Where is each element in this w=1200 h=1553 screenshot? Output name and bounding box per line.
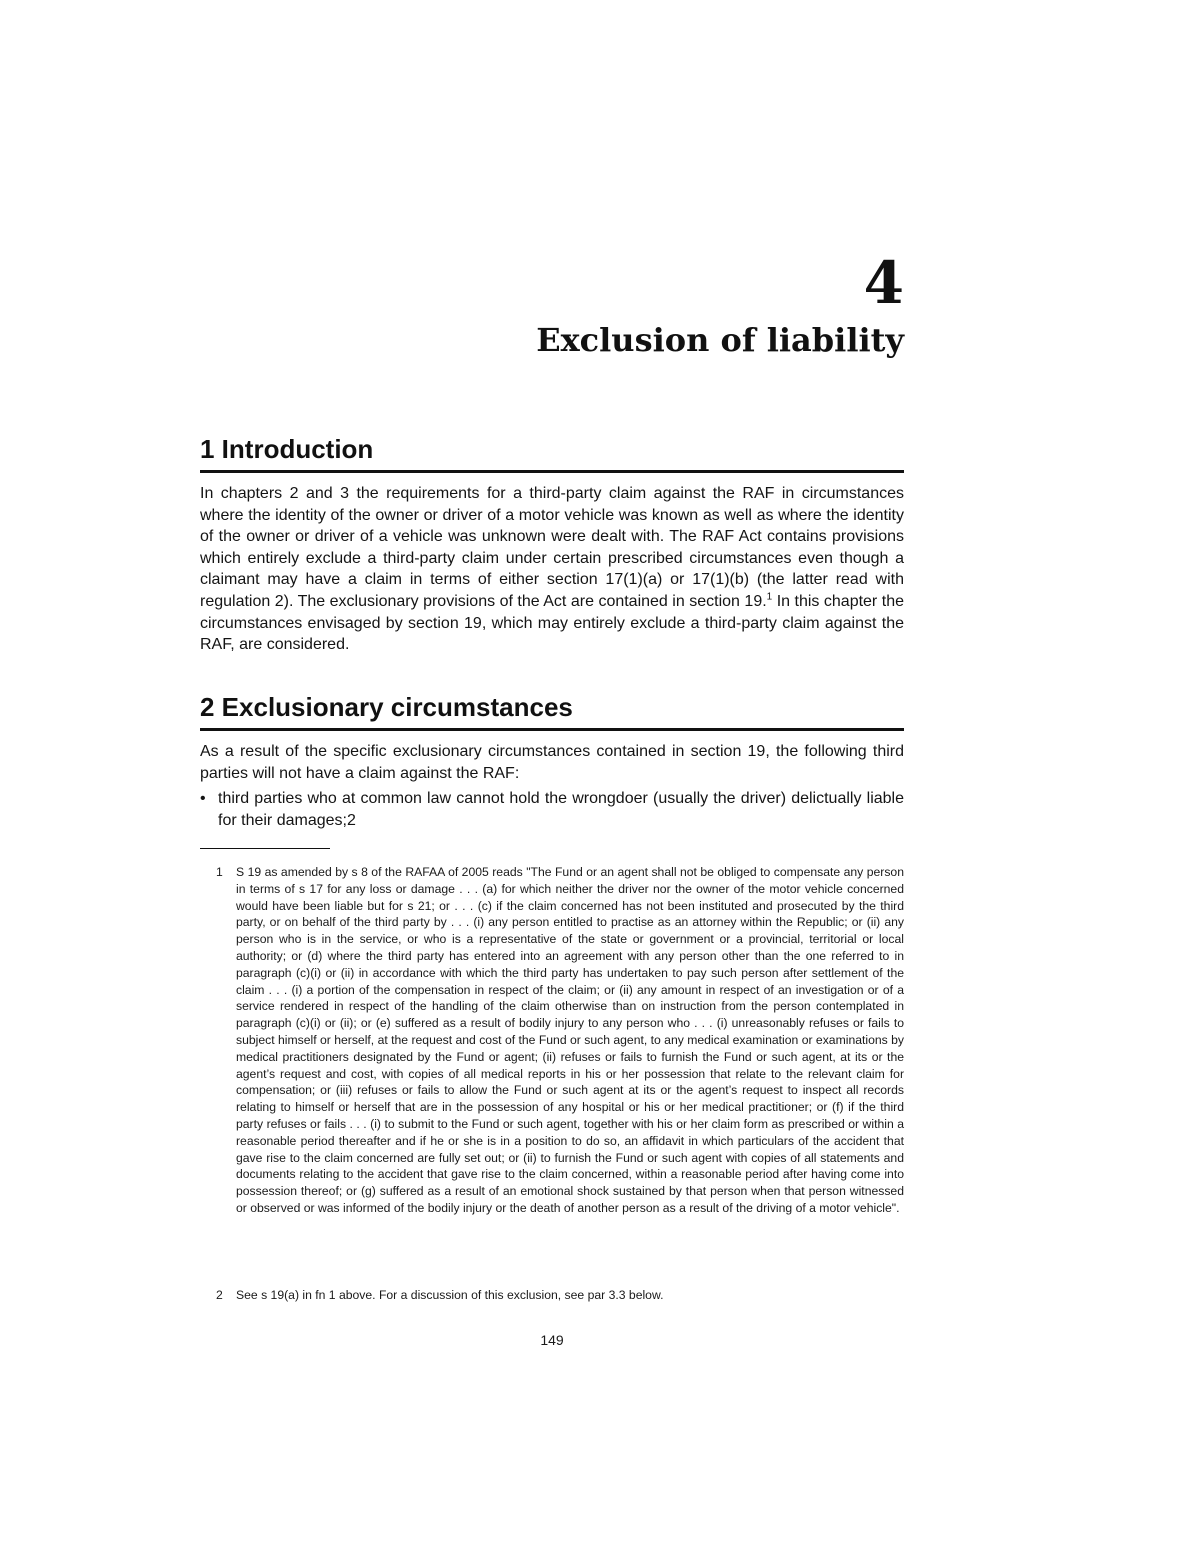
footnote-divider bbox=[200, 848, 330, 849]
page-number: 149 bbox=[540, 1332, 564, 1348]
document-page bbox=[200, 0, 904, 1553]
introduction-text: In chapters 2 and 3 the requirements for a third-party claim against the RAF in circumstances where the identity of the owner or driver of a motor vehicle was known as well as where the identity of the owner or driver of a vehicle was unknown were dealt with. The RAF Act contains provisions which entirely exclude a third-party claim under certain prescribed circumstances even though a claimant may have a claim in terms of either section 17(1)(a) or 17(1)(b) (the latter read with regulation 2). The exclusionary provisions of the Act are contained in section 19. bbox=[200, 485, 904, 610]
bullet-text bbox=[218, 788, 904, 831]
footnote-number: 2 bbox=[216, 1288, 223, 1302]
footnote-text: S 19 as amended by s 8 of the RAFAA of 2005 reads "The Fund or an agent shall not be obliged to compensate any person in terms of s 17 for any loss or damage . . . (a) for which neither the driver nor the owner of the motor vehicle concerned would have been liable but for s 21; or . . . (c) if the claim concerned has not been instituted and prosecuted by the third party, or on behalf of the third party by . . . (i) any person entitled to practise as an attorney within the Republic; or (ii) any person who is in the service, or who is a representative of the state or government or a provincial, territorial or local authority; or (d) where the third party has entered into an agreement with any person other than the one referred to in paragraph (c)(i) or (ii) in accordance with which the third party has undertaken to pay such person after settlement of the claim . . . (i) a portion of the compensation in respect of the claim; or (ii) any amount in respect of an investigation or of a service rendered in respect of the handling of the claim otherwise than on instruction from the person contemplated in paragraph (c)(i) or (ii); or (e) suffered as a result of bodily injury to any person who . . . (i) unreasonably refuses or fails to subject himself or herself, at the request and cost of the Fund or such agent, to any medical examination or examinations by medical practitioners designated by the Fund or agent; (ii) refuses or fails to furnish the Fund or such agent, at its or the agent’s request and cost, with copies of all medical reports in his or her possession that relate to the relevant claim for compensation; or (iii) refuses or fails to allow the Fund or such agent at its or the agent’s request to inspect all records relating to himself or herself that are in the possession of any hospital or his or her medical practitioner; or (f) if the third party refuses or fails . . . (i) to submit to the Fund or such agent, together with his or her claim form as prescribed or within a reasonable period thereafter and if he or she is in a position to do so, an affidavit in which particulars of the accident that gave rise to the claim concerned are fully set out; or (ii) to furnish the Fund or such agent with copies of all statements and documents relating to the accident that gave rise to the claim concerned, within a reasonable period after having come into possession thereof; or (g) suffered as a result of an emotional shock sustained by that person when that person witnessed or observed or was informed of the bodily injury or the death of another person as a result of the driving of a motor vehicle". bbox=[236, 865, 904, 1215]
exclusionary-paragraph: As a result of the specific exclusionary circumstances contained in section 19, the following third parties will not have a claim against the RAF: bbox=[200, 743, 904, 782]
footnote-text: See s 19(a) in fn 1 above. For a discussion of this exclusion, see par 3.3 below. bbox=[236, 1288, 664, 1302]
chapter-number: 4 bbox=[863, 249, 904, 317]
bullet-text-content: third parties who at common law cannot hold the wrongdoer (usually the driver) delictually liable for their damages; bbox=[218, 790, 904, 829]
footnote-ref-2[interactable]: 2 bbox=[346, 811, 356, 829]
footnote-number: 1 bbox=[216, 865, 223, 879]
section-heading-introduction: 1 Introduction bbox=[200, 432, 904, 473]
introduction-paragraph bbox=[200, 483, 904, 656]
section-heading-exclusionary-circumstances: 2 Exclusionary circumstances bbox=[200, 690, 904, 731]
list-item bbox=[200, 788, 904, 831]
footnote-1 bbox=[200, 864, 904, 1217]
bullet-icon: • bbox=[200, 790, 206, 807]
footnote-2 bbox=[200, 1287, 904, 1304]
footnote-ref-1[interactable]: 1 bbox=[766, 591, 773, 603]
chapter-title: Exclusion of liability bbox=[536, 321, 904, 359]
introduction-text-continued: In this chapter the circumstances envisaged by section 19, which may entirely exclude a third-party claim against the RAF, are considered. bbox=[200, 592, 904, 654]
